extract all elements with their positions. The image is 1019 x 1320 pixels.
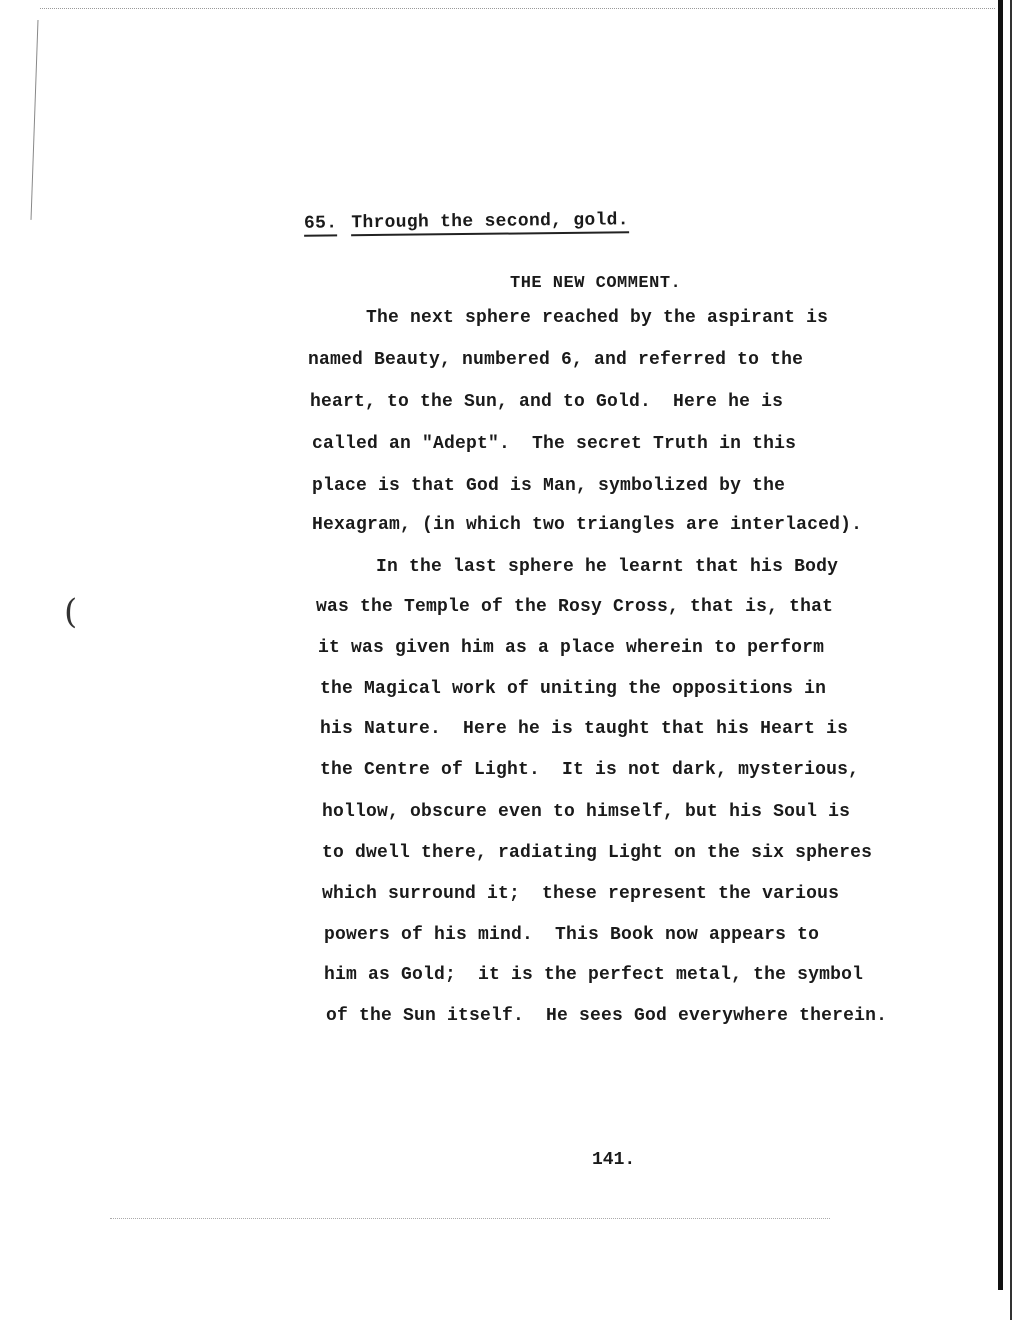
text-line: to dwell there, radiating Light on the six spheres	[322, 843, 873, 863]
section-heading	[304, 210, 629, 233]
text-line: his Nature. Here he is taught that his Heart is	[320, 719, 849, 739]
text-line: which surround it; these represent the various	[322, 884, 840, 904]
top-scan-edge	[40, 8, 995, 9]
section-number: 65.	[304, 213, 338, 236]
comment-title: THE NEW COMMENT.	[510, 274, 682, 293]
text-line: In the last sphere he learnt that his Body	[376, 557, 839, 577]
text-line: the Magical work of uniting the oppositions in	[320, 679, 827, 699]
left-margin-bracket: (	[64, 592, 78, 632]
right-scan-edge	[998, 0, 1003, 1290]
page-number: 141.	[592, 1150, 636, 1170]
bottom-scan-edge	[110, 1218, 830, 1219]
text-line: the Centre of Light. It is not dark, mysterious,	[320, 760, 860, 780]
section-heading-text: Through the second, gold.	[351, 210, 629, 236]
text-line: powers of his mind. This Book now appears to	[324, 925, 820, 945]
left-margin-mark	[31, 20, 42, 220]
text-line: Hexagram, (in which two triangles are interlaced).	[312, 515, 863, 535]
right-scan-edge-thin	[1010, 0, 1012, 1320]
text-line: heart, to the Sun, and to Gold. Here he is	[310, 392, 784, 412]
text-line: named Beauty, numbered 6, and referred to the	[308, 350, 804, 370]
text-line: place is that God is Man, symbolized by the	[312, 476, 786, 496]
text-line: called an "Adept". The secret Truth in this	[312, 434, 797, 454]
text-line: was the Temple of the Rosy Cross, that is, that	[316, 597, 834, 617]
text-line: him as Gold; it is the perfect metal, the symbol	[324, 965, 864, 985]
text-line: it was given him as a place wherein to perform	[318, 638, 825, 658]
text-line: hollow, obscure even to himself, but his Soul is	[322, 802, 851, 822]
text-line: The next sphere reached by the aspirant is	[366, 308, 829, 328]
text-line: of the Sun itself. He sees God everywhere therein.	[326, 1006, 888, 1026]
